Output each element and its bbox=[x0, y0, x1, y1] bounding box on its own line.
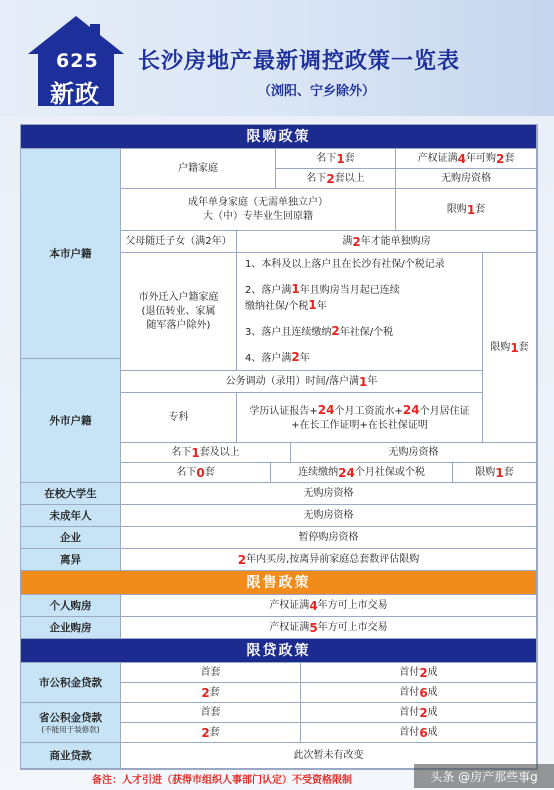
nonlocal-one-house: 名下 1 套及以上 bbox=[121, 443, 291, 463]
policy-table bbox=[20, 124, 538, 770]
one-house-rule: 产权证满 4 年可购 2 套 bbox=[396, 149, 537, 169]
header-banner bbox=[0, 0, 554, 116]
company-sale-label: 企业购房 bbox=[21, 617, 121, 639]
commercial-loan-label: 商业贷款 bbox=[21, 743, 121, 769]
two-house-cell: 名下 2 套以上 bbox=[276, 169, 396, 189]
minor-label: 未成年人 bbox=[21, 505, 121, 527]
city-first-down: 首付 2 成 bbox=[301, 663, 537, 683]
city-fund-label: 市公积金贷款 bbox=[21, 663, 121, 703]
city-first-house: 首套 bbox=[121, 663, 301, 683]
migrant-rule: 限购 1 套 bbox=[483, 253, 537, 443]
parents-label: 父母随迁子女（满2年） bbox=[121, 231, 237, 253]
nonlocal-one-rule: 无购房资格 bbox=[291, 443, 537, 463]
migrant-condition-1: 1、本科及以上落户且在长沙有社保/个税记录 bbox=[245, 258, 445, 270]
page-subtitle: （浏阳、宁乡除外） bbox=[258, 84, 376, 99]
parents-rule: 满 2 年才能单独购房 bbox=[237, 231, 537, 253]
prov-fund-label: 省公积金贷款 (不能用于装修款) bbox=[21, 703, 121, 743]
section-loan: 限贷政策 bbox=[21, 639, 537, 663]
household-label: 户籍家庭 bbox=[121, 149, 276, 189]
watermark: 头条 @房产那些事g bbox=[414, 764, 554, 788]
minor-rule: 无购房资格 bbox=[121, 505, 537, 527]
nonlocal-zero-rule: 限购 1 套 bbox=[453, 463, 537, 483]
single-family-rule: 限购 1 套 bbox=[396, 189, 537, 231]
local-household-label: 本市户籍 bbox=[21, 149, 121, 359]
prov-first-house: 首套 bbox=[121, 703, 301, 723]
migrant-condition-2: 2、落户满1年且购房当月起已连续 缴纳社保/个税1年 bbox=[245, 281, 400, 312]
prov-second-house: 2 套 bbox=[121, 723, 301, 743]
commercial-loan-rule: 此次暂未有改变 bbox=[121, 743, 537, 769]
company-sale-rule: 产权证满 5 年方可上市交易 bbox=[121, 617, 537, 639]
transfer-row: 公务调动（录用）时间/落户满 1 年 bbox=[121, 371, 483, 393]
migrant-conditions bbox=[237, 253, 483, 371]
footnote: 备注：人才引进（获得市组织人事部门认定）不受资格限制 bbox=[92, 774, 352, 786]
college-label: 专科 bbox=[121, 393, 237, 443]
company-label: 企业 bbox=[21, 527, 121, 549]
one-house-cell: 名下 1 套 bbox=[276, 149, 396, 169]
nonlocal-zero-condition: 连续缴纳 24 个月社保或个税 bbox=[271, 463, 453, 483]
city-second-down: 首付 6 成 bbox=[301, 683, 537, 703]
student-rule: 无购房资格 bbox=[121, 483, 537, 505]
college-rule: 学历认证报告+24个月工资流水+24个月居住证 +在长工作证明+在长社保证明 bbox=[237, 393, 483, 443]
prov-second-down: 首付 6 成 bbox=[301, 723, 537, 743]
house-logo-icon bbox=[26, 14, 126, 108]
nonlocal-zero-house: 名下 0 套 bbox=[121, 463, 271, 483]
personal-sale-label: 个人购房 bbox=[21, 595, 121, 617]
two-house-rule: 无购房资格 bbox=[396, 169, 537, 189]
divorce-label: 离异 bbox=[21, 549, 121, 571]
migrant-condition-4: 4、落户满2年 bbox=[245, 349, 310, 364]
migrant-condition-3: 3、落户且连续缴纳2年社保/个税 bbox=[245, 323, 394, 338]
company-rule: 暂停购房资格 bbox=[121, 527, 537, 549]
page-title: 长沙房地产最新调控政策一览表 bbox=[138, 49, 461, 74]
student-label: 在校大学生 bbox=[21, 483, 121, 505]
prov-first-down: 首付 2 成 bbox=[301, 703, 537, 723]
single-family-label: 成年单身家庭（无需单独立户） 大（中）专毕业生回原籍 bbox=[121, 189, 396, 231]
section-purchase: 限购政策 bbox=[21, 125, 537, 149]
divorce-rule: 2 年内买房,按离异前家庭总套数评估限购 bbox=[121, 549, 537, 571]
city-second-house: 2 套 bbox=[121, 683, 301, 703]
section-sale: 限售政策 bbox=[21, 571, 537, 595]
logo-number: 625 bbox=[56, 50, 99, 72]
prov-fund-note: (不能用于装修款) bbox=[41, 724, 100, 734]
nonlocal-household-label: 外市户籍 bbox=[21, 359, 121, 483]
logo-text: 新政 bbox=[50, 80, 100, 108]
personal-sale-rule: 产权证满 4 年方可上市交易 bbox=[121, 595, 537, 617]
migrant-family-label: 市外迁入户籍家庭 (退伍转业、家属 随军落户除外) bbox=[121, 253, 237, 371]
